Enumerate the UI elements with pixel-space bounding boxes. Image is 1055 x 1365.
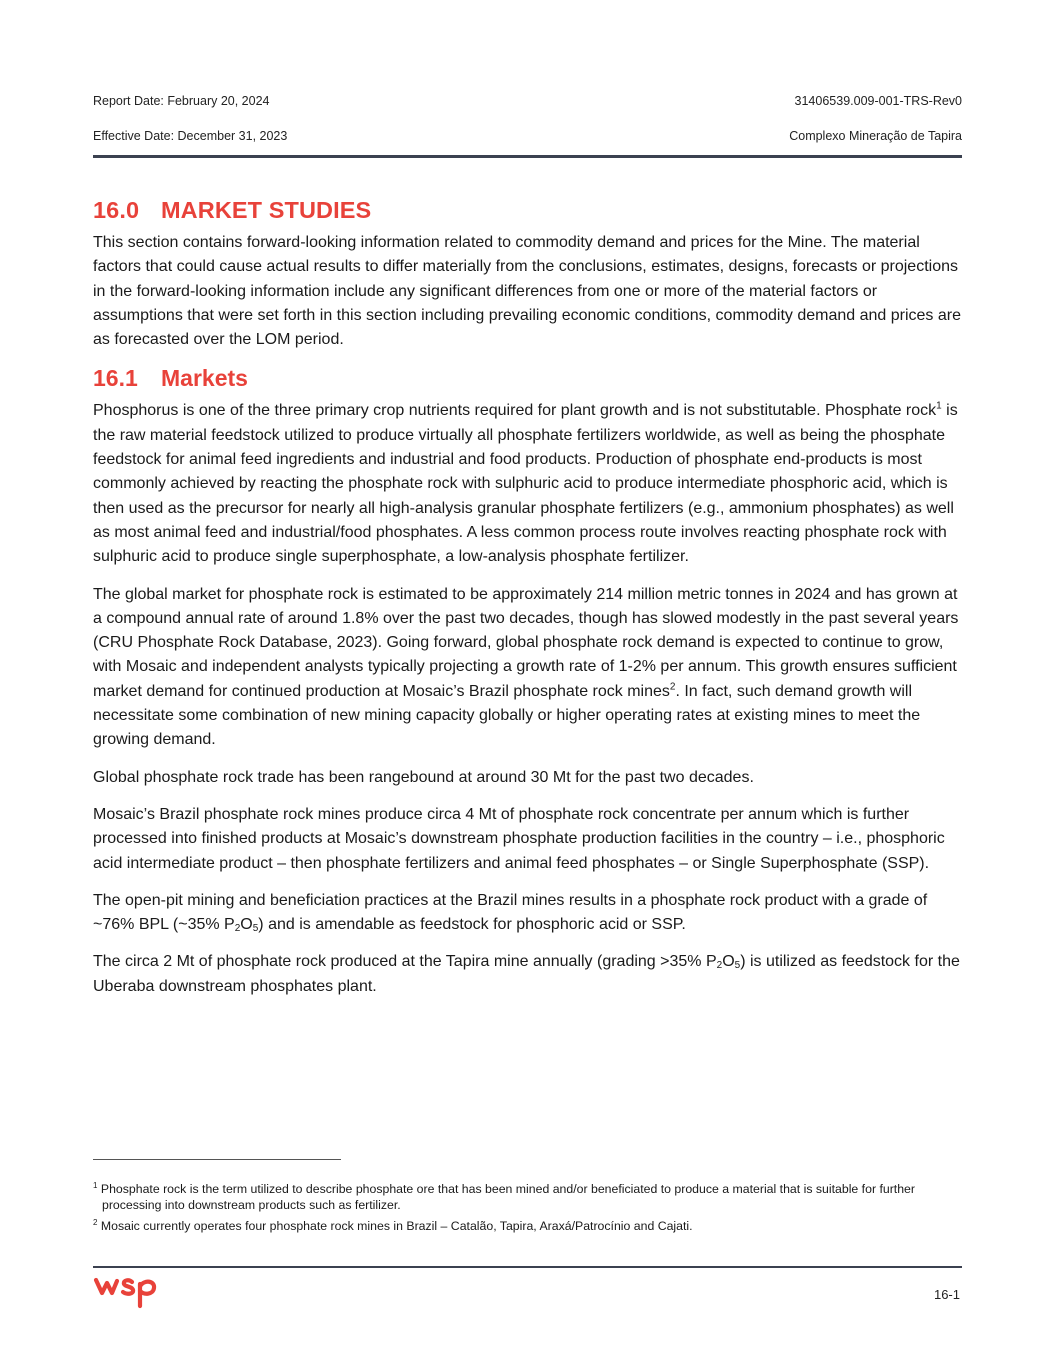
subsection-number: 16.1 <box>93 365 138 392</box>
page-body <box>93 197 965 1012</box>
wsp-logo-icon <box>92 1274 160 1310</box>
footnote-1: $^1$ Phosphate rock is the term utilized to describe phosphate ore that has been mined and/or beneficiated to produce a material that is suitable for further processing into downstream products such as fertilizer. <box>93 1180 915 1212</box>
report-date: Report Date: February 20, 2024 <box>93 94 270 108</box>
effective-date: Effective Date: December 31, 2023 <box>93 129 288 143</box>
paragraph-global-market: The global market for phosphate rock is estimated to be approximately 214 million metric tonnes in 2024 and has grown at a compound annual rate of around 1.8% over the past two decades, though has slowed modestly in the past several years (CRU Phosphate Rock Database, 2023). Going forward, global phosphate rock demand is expected to continue to grow, with Mosaic and independent analysts typically projecting a growth rate of 1-2% per annum. This growth ensures sufficient market demand for continued production at Mosaic’s Brazil phosphate rock mines$^2$. In fact, such demand growth will necessitate some combination of new mining capacity globally or higher operating rates at existing mines to meet the growing demand. <box>93 585 959 749</box>
section-heading <box>93 197 965 224</box>
footnote-2: $^2$ Mosaic currently operates four phosphate rock mines in Brazil – Catalão, Tapira, Araxá/Patrocínio and Cajati. <box>93 1217 693 1233</box>
footnote-separator <box>93 1159 341 1160</box>
footnote-ref-1[interactable]: 1 <box>936 401 942 413</box>
section-intro-paragraph: This section contains forward-looking information related to commodity demand and prices for the Mine. The material factors that could cause actual results to differ materially from the conclusions, estimates, designs, forecasts or projections in the forward-looking information include any significant differences from one or more of the material factors or assumptions that were set forth in this section including prevailing economic conditions, commodity demand and prices are as forecasted over the LOM period. <box>93 234 961 349</box>
paragraph-trade: Global phosphate rock trade has been rangebound at around 30 Mt for the past two decades. <box>93 768 754 786</box>
paragraph-tapira: The circa 2 Mt of phosphate rock produced at the Tapira mine annually (grading >35% $P_2O_5$) is utilized as feedstock for the Uberaba downstream phosphates plant. <box>93 953 960 995</box>
section-title: MARKET STUDIES <box>161 197 372 223</box>
subsection-heading <box>93 365 965 392</box>
project-name: Complexo Mineração de Tapira <box>789 129 962 143</box>
footer-divider <box>93 1266 962 1268</box>
document-id: 31406539.009-001-TRS-Rev0 <box>794 94 962 108</box>
paragraph-brazil-mines: Mosaic’s Brazil phosphate rock mines produce circa 4 Mt of phosphate rock concentrate per annum which is further processed into finished products at Mosaic’s downstream phosphate production facilities in the country – i.e., phosphoric acid intermediate product – then phosphate fertilizers and animal feed phosphates – or Single Superphosphate (SSP). <box>93 805 945 872</box>
paragraph-beneficiation: The open-pit mining and beneficiation practices at the Brazil mines results in a phosphate rock product with a grade of ~76% BPL (~35% $P_2O_5$) and is amendable as feedstock for phosphoric acid or SSP. <box>93 891 928 935</box>
header-divider <box>93 155 962 158</box>
footnote-ref-2[interactable]: 2 <box>669 681 676 693</box>
footnotes <box>93 1182 965 1241</box>
section-number: 16.0 <box>93 197 140 223</box>
page-number: 16-1 <box>933 1287 960 1302</box>
subsection-title: Markets <box>161 365 248 392</box>
paragraph-phosphorus: Phosphorus is one of the three primary crop nutrients required for plant growth and is not substitutable. Phosphate rock$^1$ is the raw material feedstock utilized to produce virtually all phosphate fertilizers worldwide, as well as being the phosphate feedstock for animal feed ingredients and industrial and food products. Production of phosphate end-products is most commonly achieved by reacting the phosphate rock with sulphuric acid to produce intermediate phosphoric acid, which is then used as the precursor for nearly all high-analysis granular phosphate fertilizers (e.g., ammonium phosphates) as well as most animal feed and industrial/food phosphates. A less common process route involves reacting phosphate rock with sulphuric acid to produce single superphosphate, a low-analysis phosphate fertilizer. <box>93 401 958 566</box>
